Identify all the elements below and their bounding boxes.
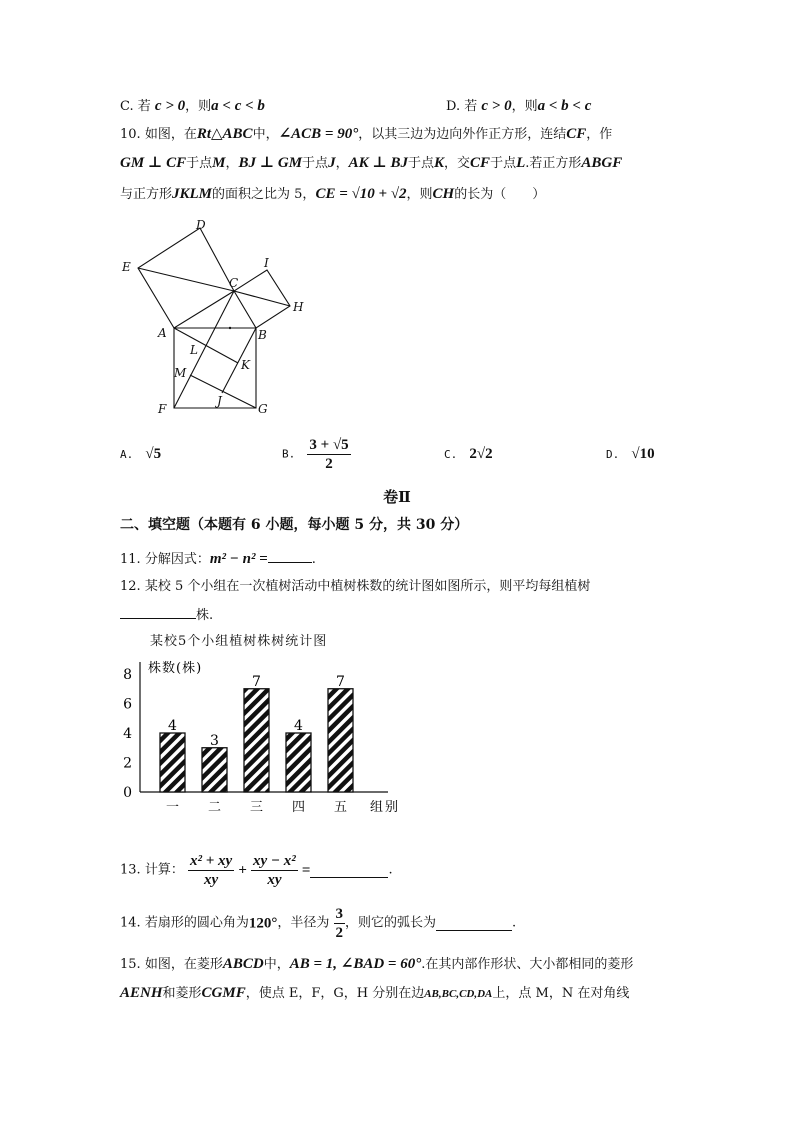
math: M [212, 155, 226, 171]
bar-2 [202, 748, 227, 792]
text: 株. [196, 608, 214, 623]
bar-chart [112, 650, 402, 822]
answer-blank[interactable] [268, 548, 312, 563]
option-math: a < b < c [537, 98, 592, 114]
question-number: 12. [120, 579, 141, 594]
text: .在其内部作形状、大小都相同的菱形 [421, 957, 634, 972]
bar-value-label: 3 [210, 732, 219, 749]
answer-blank[interactable] [310, 863, 388, 878]
y-tick-label: 4 [123, 726, 132, 742]
volume-title: 卷Ⅱ [383, 488, 411, 506]
x-tick-label: 四 [291, 800, 306, 815]
option-label: C. [444, 448, 458, 461]
math: J [328, 155, 336, 171]
math: AENH [120, 985, 163, 1001]
q9-option-c [120, 96, 265, 117]
radius-fraction [334, 905, 346, 942]
point-label-h: H [293, 300, 304, 314]
option-math: c > 0 [154, 98, 186, 114]
text: . [311, 552, 316, 567]
text: 和菱形 [162, 986, 202, 1001]
q12-line-1 [120, 577, 590, 597]
point-label-i: I [264, 256, 269, 270]
x-tick-label: 五 [333, 800, 348, 815]
text: ， [225, 156, 239, 171]
line-cf [174, 291, 234, 408]
fraction-denominator: 2 [307, 454, 350, 473]
answer-blank[interactable] [120, 604, 196, 619]
text: 分解因式： [144, 552, 210, 567]
math: CGMF [201, 985, 246, 1001]
math: CE = √10 + √2 [315, 186, 407, 202]
fraction-denominator: xy [204, 872, 219, 888]
bar-1 [160, 733, 185, 792]
bar-4 [286, 733, 311, 792]
q11 [120, 548, 316, 570]
text: ，作 [586, 127, 613, 142]
option-label: B. [282, 447, 296, 461]
option-label: D. [606, 448, 620, 461]
option-value: 2√2 [469, 446, 493, 462]
q13 [120, 852, 393, 894]
bar-value-label: 4 [294, 718, 303, 734]
math: Rt△ABC [196, 126, 253, 142]
question-number: 11. [120, 552, 141, 567]
math: m² − n² = [209, 551, 268, 567]
text: 的长为（ ） [454, 187, 546, 202]
q10-geometry-figure [110, 215, 320, 420]
fraction-denominator: xy [267, 872, 282, 888]
math: AK ⊥ BJ [348, 155, 408, 171]
answer-blank[interactable] [436, 916, 512, 931]
text: ， [335, 156, 349, 171]
text: ，交 [444, 156, 471, 171]
option-text: ，则 [185, 99, 212, 114]
y-axis-label: 株数(株) [148, 661, 203, 676]
option-label: C. [120, 99, 134, 114]
fraction-numerator: x² + xy [189, 853, 233, 869]
q10-option-c [444, 444, 493, 465]
fraction-numerator: 3 + √5 [309, 437, 349, 453]
x-axis-label: 组别 [370, 800, 401, 815]
q9-option-d [446, 96, 591, 117]
text: 如图，在菱形 [144, 957, 223, 972]
text: ，以其三边为边向外作正方形，连结 [358, 127, 567, 142]
text: 于点 [302, 156, 329, 171]
math: JKLM [172, 186, 213, 202]
math: L [516, 155, 526, 171]
text: 的面积之比为 5， [212, 187, 316, 202]
point-label-g: G [258, 402, 268, 416]
math: BJ ⊥ GM [238, 155, 303, 171]
chart-title: 某校5个小组植树株树统计图 [150, 634, 328, 649]
bar-value-label: 7 [336, 673, 345, 690]
y-tick-label: 6 [123, 696, 132, 713]
question-number: 15. [120, 957, 141, 972]
q10-line-1 [120, 124, 612, 145]
text: . [512, 915, 517, 931]
point-label-d: D [196, 218, 206, 232]
text: 如图，在 [144, 127, 197, 142]
option-value: √10 [631, 446, 655, 462]
point-label-l: L [190, 343, 198, 357]
option-math: c > 0 [481, 98, 512, 114]
question-number: 10. [120, 127, 141, 142]
q15-line-1 [120, 954, 633, 975]
option-label: D. [446, 99, 461, 114]
point-label-b: B [258, 328, 267, 342]
q10-line-2 [120, 153, 622, 174]
point-label-e: E [122, 260, 131, 274]
text: 中， [252, 127, 279, 142]
math: K [434, 155, 445, 171]
math: AB,BC,CD,DA [424, 988, 493, 1000]
q15-line-2 [120, 983, 629, 1004]
q10-option-d [606, 444, 655, 465]
text: 某校 5 个小组在一次植树活动中植树株数的统计图如图所示，则平均每组植树 [144, 579, 591, 594]
text: .若正方形 [525, 156, 582, 171]
option-label: A. [120, 448, 134, 461]
fraction-1 [188, 852, 234, 889]
line-gm [190, 375, 256, 408]
section-2-title: 二、填空题（本题有 6 小题，每小题 5 分，共 30 分） [120, 517, 469, 533]
q12-line-2 [120, 604, 213, 626]
text: 若扇形的圆心角为 [144, 915, 249, 931]
x-tick-label: 二 [207, 800, 222, 815]
text: ，则 [406, 187, 433, 202]
question-number: 14. [120, 915, 141, 931]
point-label-a: A [158, 326, 167, 340]
point-label-f: F [158, 402, 167, 416]
math: CF [470, 155, 491, 171]
option-text: ，则 [511, 99, 538, 114]
text: 计算： [144, 862, 184, 878]
text: 与正方形 [120, 187, 173, 202]
point-label-c: C [229, 276, 239, 290]
bar-value-label: 7 [252, 673, 261, 690]
q10-option-b [282, 436, 351, 476]
bar-value-label: 4 [168, 718, 177, 734]
math: 120° [248, 915, 278, 932]
math: AB = 1, ∠BAD = 60° [289, 956, 422, 972]
y-tick-label: 8 [123, 667, 132, 683]
option-math: a < c < b [211, 98, 265, 114]
q10-option-a [120, 444, 161, 465]
text: 于点 [408, 156, 435, 171]
math: ABGF [581, 155, 623, 171]
x-tick-label: 三 [249, 800, 264, 815]
fraction-numerator: xy − x² [253, 853, 296, 869]
math: ∠ACB = 90° [278, 126, 359, 142]
math: CH [432, 186, 455, 202]
q14 [120, 905, 516, 947]
line-bj [222, 328, 256, 393]
text: . [388, 862, 393, 878]
math: GM ⊥ CF [120, 155, 187, 171]
option-fraction [307, 436, 350, 473]
option-text: 若 [137, 99, 151, 114]
point-label-k: K [241, 358, 250, 372]
fraction-numerator: 3 [335, 906, 343, 922]
square-acde [138, 228, 234, 328]
question-number: 13. [120, 862, 141, 878]
text: 于点 [490, 156, 517, 171]
x-tick-label: 一 [165, 800, 180, 815]
fraction-2 [251, 852, 298, 889]
text: ，使点 E，F，G，H 分别在边 [245, 986, 425, 1001]
math: CF [566, 126, 587, 142]
fraction-denominator: 2 [335, 925, 343, 941]
bar-3 [244, 689, 269, 792]
y-tick-label: 0 [123, 785, 132, 801]
operator: = [301, 862, 311, 879]
text: 上，点 M，N 在对角线 [492, 986, 630, 1001]
text: 中， [263, 957, 290, 972]
point-label-j: J [217, 394, 222, 408]
text: ，半径为 [277, 915, 330, 931]
text: 于点 [186, 156, 213, 171]
point-label-m: M [174, 366, 187, 380]
bar-5 [328, 689, 353, 792]
text: ，则它的弧长为 [345, 915, 437, 931]
math: ABCD [222, 956, 264, 972]
option-value: √5 [145, 446, 162, 462]
operator: + [238, 862, 247, 879]
y-tick-label: 2 [123, 755, 132, 772]
option-text: 若 [464, 99, 478, 114]
line-ak [174, 328, 238, 363]
q10-line-3 [120, 184, 545, 205]
